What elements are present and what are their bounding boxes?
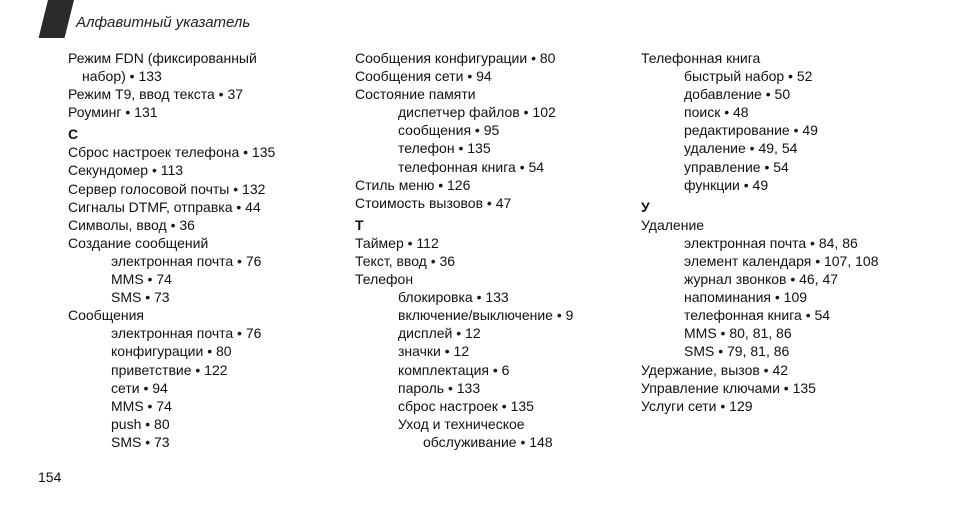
index-entry: Удаление xyxy=(641,216,705,233)
index-subentry: управление • 54 xyxy=(684,158,789,175)
index-entry: Режим FDN (фиксированный xyxy=(68,50,257,66)
index-entry-continuation: набор) • 133 xyxy=(82,68,162,85)
index-entry: Стиль меню • 126 xyxy=(355,176,471,193)
index-letter-heading: Т xyxy=(355,216,364,233)
index-entry: Сброс настроек телефона • 135 xyxy=(68,144,276,161)
index-subentry: электронная почта • 76 xyxy=(111,325,262,342)
index-subentry: функции • 49 xyxy=(684,176,769,193)
index-subentry: дисплей • 12 xyxy=(398,325,481,342)
index-subentry: push • 80 xyxy=(111,415,170,432)
index-subentry: сброс настроек • 135 xyxy=(398,397,534,414)
index-subentry: быстрый набор • 52 xyxy=(684,68,813,85)
index-subentry: редактирование • 49 xyxy=(684,122,818,139)
index-column-3 xyxy=(641,49,931,415)
index-entry: Таймер • 112 xyxy=(355,234,439,251)
index-subentry: значки • 12 xyxy=(398,343,470,360)
index-entry: Сервер голосовой почты • 132 xyxy=(68,180,266,197)
index-subentry: SMS • 73 xyxy=(111,289,170,306)
index-entry: Секундомер • 113 xyxy=(68,162,184,179)
index-subentry: элемент календаря • 107, 108 xyxy=(684,252,879,269)
index-entry: Символы, ввод • 36 xyxy=(68,216,195,233)
index-subentry: MMS • 74 xyxy=(111,271,172,288)
index-subentry: добавление • 50 xyxy=(684,86,791,103)
index-subentry: MMS • 80, 81, 86 xyxy=(684,325,792,342)
index-entry: Режим T9, ввод текста • 37 xyxy=(68,86,244,103)
index-subentry: электронная почта • 84, 86 xyxy=(684,234,858,251)
index-subentry: электронная почта • 76 xyxy=(111,252,262,269)
index-subentry: удаление • 49, 54 xyxy=(684,140,798,157)
header-bar-decoration xyxy=(39,0,74,38)
index-subentry: поиск • 48 xyxy=(684,104,749,121)
index-entry: Сообщения xyxy=(68,307,144,324)
index-subentry: сообщения • 95 xyxy=(398,122,500,139)
index-subentry: конфигурации • 80 xyxy=(111,343,232,360)
index-subentry: телефон • 135 xyxy=(398,140,491,157)
index-subentry: напоминания • 109 xyxy=(684,289,808,306)
index-subentry: комплектация • 6 xyxy=(398,361,510,378)
index-column-2 xyxy=(355,49,625,451)
index-entry: Сообщения конфигурации • 80 xyxy=(355,50,556,66)
index-entry: Сигналы DTMF, отправка • 44 xyxy=(68,198,261,215)
index-letter-heading: У xyxy=(641,198,650,215)
page-header-title: Алфавитный указатель xyxy=(76,14,251,31)
page-number: 154 xyxy=(38,469,62,485)
index-letter-heading: С xyxy=(68,126,79,143)
index-subentry: телефонная книга • 54 xyxy=(684,307,831,324)
index-entry: Роуминг • 131 xyxy=(68,104,158,121)
index-subentry: сети • 94 xyxy=(111,379,168,396)
index-subentry-continuation: обслуживание • 148 xyxy=(423,433,553,450)
index-subentry: пароль • 133 xyxy=(398,379,481,396)
index-subentry: MMS • 74 xyxy=(111,397,172,414)
index-entry: Телефонная книга xyxy=(641,50,761,66)
index-subentry: приветствие • 122 xyxy=(111,361,228,378)
index-subentry: Уход и техническое xyxy=(398,415,525,432)
index-entry: Текст, ввод • 36 xyxy=(355,252,456,269)
index-subentry: блокировка • 133 xyxy=(398,289,509,306)
index-entry: Стоимость вызовов • 47 xyxy=(355,194,512,211)
index-entry: Создание сообщений xyxy=(68,234,209,251)
index-subentry: SMS • 79, 81, 86 xyxy=(684,343,790,360)
index-entry: Телефон xyxy=(355,271,414,288)
index-entry: Сообщения сети • 94 xyxy=(355,68,492,85)
index-subentry: телефонная книга • 54 xyxy=(398,158,545,175)
index-entry: Услуги сети • 129 xyxy=(641,397,753,414)
index-subentry: SMS • 73 xyxy=(111,433,170,450)
index-entry: Состояние памяти xyxy=(355,86,476,103)
index-column-1 xyxy=(68,49,338,451)
index-subentry: включение/выключение • 9 xyxy=(398,307,574,324)
index-entry: Удержание, вызов • 42 xyxy=(641,361,789,378)
index-subentry: диспетчер файлов • 102 xyxy=(398,104,556,121)
index-entry: Управление ключами • 135 xyxy=(641,379,816,396)
index-subentry: журнал звонков • 46, 47 xyxy=(684,271,839,288)
